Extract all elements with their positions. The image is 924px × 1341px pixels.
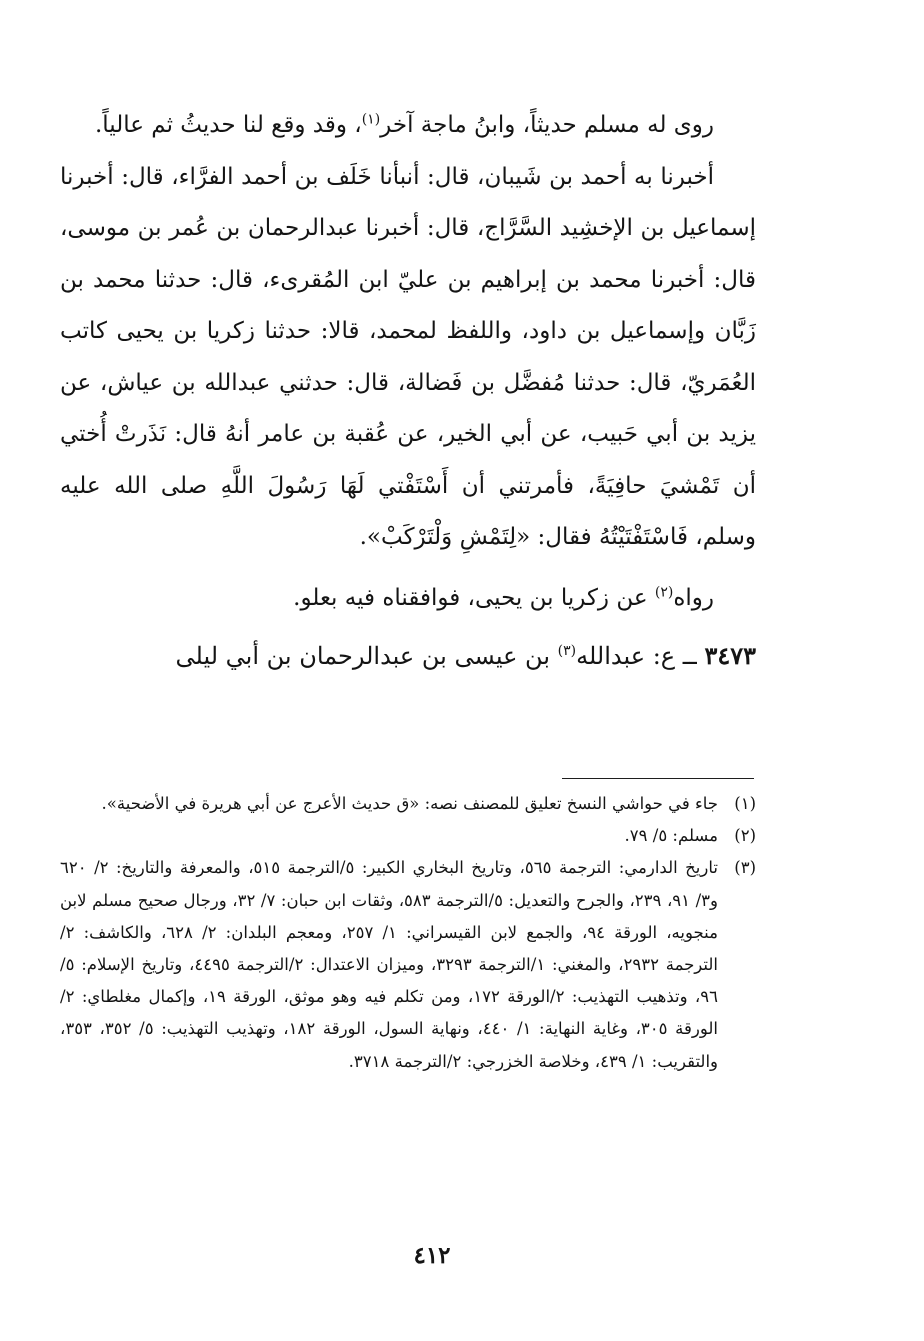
page-number: ٤١٢	[413, 1242, 451, 1269]
footnote-mark: (٣)	[734, 858, 756, 878]
footnote-text: مسلم: ٥/ ٧٩.	[624, 826, 718, 846]
entry-name: عبدالله	[576, 642, 646, 670]
footnote-1	[60, 788, 756, 820]
entry-code: ع:	[645, 642, 676, 670]
text-run: ، وقد وقع لنا حديثُ ثم عالياً.	[94, 112, 362, 138]
main-text	[60, 100, 756, 683]
footnote-text: جاء في حواشي النسخ تعليق للمصنف نصه: «ق حديث الأعرج عن أبي هريرة في الأضحية».	[101, 794, 718, 813]
footnote-ref-3: (٣)	[557, 643, 577, 659]
paragraph-riwaya	[60, 573, 756, 625]
text-run: عن زكريا بن يحيى، فوافقناه فيه بعلو.	[293, 584, 655, 611]
footnote-2	[60, 820, 756, 852]
text-run: رواه	[673, 584, 714, 611]
entry-rest: بن عيسى بن عبدالرحمان بن أبي ليلى	[175, 642, 558, 670]
footnote-mark: (٢)	[734, 826, 756, 846]
paragraph-narration	[60, 100, 756, 152]
footnote-ref-1: (١)	[361, 111, 381, 128]
footnote-text: تاريخ الدارمي: الترجمة ٥٦٥، وتاريخ البخاري الكبير: ٥/الترجمة ٥١٥، والمعرفة والتاريخ: ٢/ ٦٢٠ و٣/ ٩١، ٢٣٩، والجرح والتعديل: ٥/الترجمة ٥٨٣، وثقات ابن حبان: ٧/ ٣٢، ورجال صحيح مسلم لابن منجويه، الورقة ٩٤، والجمع لابن القيسراني: ١/ ٢٥٧، ومعجم البلدان: ٢/ ٦٢٨، والكاشف: ٢/الترجمة ٢٩٣٢، والمغني: ١/الترجمة ٣٢٩٣، وميزان الاعتدال: ٢/الترجمة ٤٤٩٥، وتاريخ الإسلام: ٥/ ٩٦، وتذهيب التهذيب: ٢/الورقة ١٧٢، ومن تكلم فيه وهو موثق، الورقة ١٩، وإكمال مغلطاي: ٢/الورقة ٣٠٥، وغاية النهاية: ١/ ٤٤٠، ونهاية السول، الورقة ١٨٢، وتهذيب التهذيب: ٥/ ٣٥٢، ٣٥٣، والتقريب: ١/ ٤٣٩، وخلاصة الخزرجي: ٢/الترجمة ٣٧١٨.	[60, 858, 719, 1071]
footnote-separator	[562, 778, 754, 779]
footnote-ref-2: (٢)	[654, 583, 674, 600]
paragraph-hadith: أخبرنا به أحمد بن شَيبان، قال: أنبأنا خَلَف بن أحمد الفرَّاء، قال: أخبرنا إسماعيل بن الإخشِيد السَّرَّاج، قال: أخبرنا عبدالرحمان بن عُمر بن موسى، قال: أخبرنا محمد بن إبراهيم بن عليّ ابن المُقرىء، قال: حدثنا محمد بن زَبَّان وإسماعيل بن داود، واللفظ لمحمد، قالا: حدثنا زكريا بن يحيى كاتب العُمَريّ، قال: حدثنا مُفضَّل بن فَضالة، قال: حدثني عبدالله بن عياش، عن يزيد بن أبي حَبيب، عن أبي الخير، عن عُقبة بن عامر أنهُ قال: نَذَرتْ أُختي أن تَمْشيَ حافِيَةً، فأمرتني أن أَسْتَفْتي لَهَا رَسُولَ اللَّهِ صلى الله عليه وسلم، فَاسْتَفْتَيْتُهُ فقال: «لِتَمْشِ وَلْتَرْكَبْ».	[60, 163, 756, 550]
footnote-3	[60, 852, 756, 1077]
text-run: روى له مسلم حديثاً، وابنُ ماجة آخر	[380, 112, 714, 138]
footnote-mark: (١)	[734, 794, 756, 813]
entry-dash: ــ	[675, 642, 705, 670]
footnotes	[60, 788, 756, 1078]
entry-number: ٣٤٧٣	[704, 641, 756, 670]
biography-entry	[60, 630, 756, 683]
